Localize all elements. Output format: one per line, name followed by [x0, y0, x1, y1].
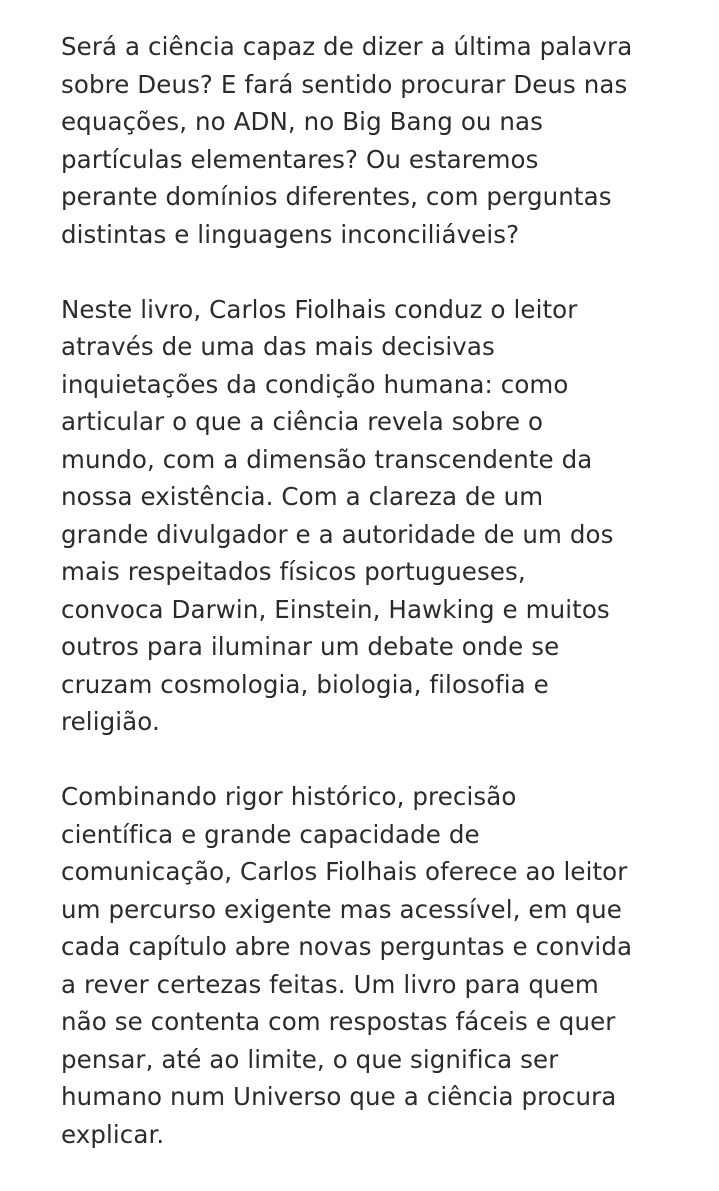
paragraph-line: sobre Deus? E fará sentido procurar Deus nas — [61, 69, 628, 99]
paragraph-line: através de uma das mais decisivas — [61, 332, 495, 361]
paragraph-line: partículas elementares? Ou estaremos — [61, 144, 539, 174]
paragraph-line: Será a ciência capaz de dizer a última palavra — [61, 32, 633, 61]
paragraph-line: distintas e linguagens inconciliáveis? — [61, 219, 520, 249]
paragraph-line: cruzam cosmologia, biologia, filosofia e — [61, 669, 549, 699]
paragraph-line: religião. — [61, 707, 160, 736]
paragraph-line: grande divulgador e a autoridade de um dos — [61, 519, 614, 549]
paragraph-line: inquietações da condição humana: como — [61, 369, 569, 399]
paragraph-line: explicar. — [61, 1119, 165, 1149]
paragraph-line: um percurso exigente mas acessível, em que — [61, 894, 622, 924]
description-paragraph-3 — [61, 778, 661, 1153]
description-paragraph-1 — [61, 28, 661, 253]
book-description — [61, 28, 661, 1191]
paragraph-line: convoca Darwin, Einstein, Hawking e muitos — [61, 594, 610, 624]
paragraph-line: comunicação, Carlos Fiolhais oferece ao leitor — [61, 857, 628, 886]
paragraph-line: perante domínios diferentes, com perguntas — [61, 182, 612, 211]
paragraph-line: outros para iluminar um debate onde se — [61, 632, 560, 661]
paragraph-line: nossa existência. Com a clareza de um — [61, 482, 544, 511]
paragraph-line: cada capítulo abre novas perguntas e convida — [61, 932, 633, 961]
paragraph-line: a rever certezas feitas. Um livro para quem — [61, 969, 599, 999]
paragraph-line: humano num Universo que a ciência procura — [61, 1082, 617, 1111]
paragraph-line: não se contenta com respostas fáceis e quer — [61, 1007, 616, 1036]
description-paragraph-2 — [61, 291, 661, 741]
paragraph-line: Neste livro, Carlos Fiolhais conduz o leitor — [61, 294, 578, 324]
paragraph-line: científica e grande capacidade de — [61, 819, 480, 849]
paragraph-line: pensar, até ao limite, o que significa ser — [61, 1044, 559, 1074]
paragraph-line: articular o que a ciência revela sobre o — [61, 407, 544, 436]
paragraph-line: Combinando rigor histórico, precisão — [61, 782, 517, 811]
paragraph-line: equações, no ADN, no Big Bang ou nas — [61, 107, 544, 136]
paragraph-line: mais respeitados físicos portugueses, — [61, 557, 526, 586]
paragraph-line: mundo, com a dimensão transcendente da — [61, 444, 593, 474]
